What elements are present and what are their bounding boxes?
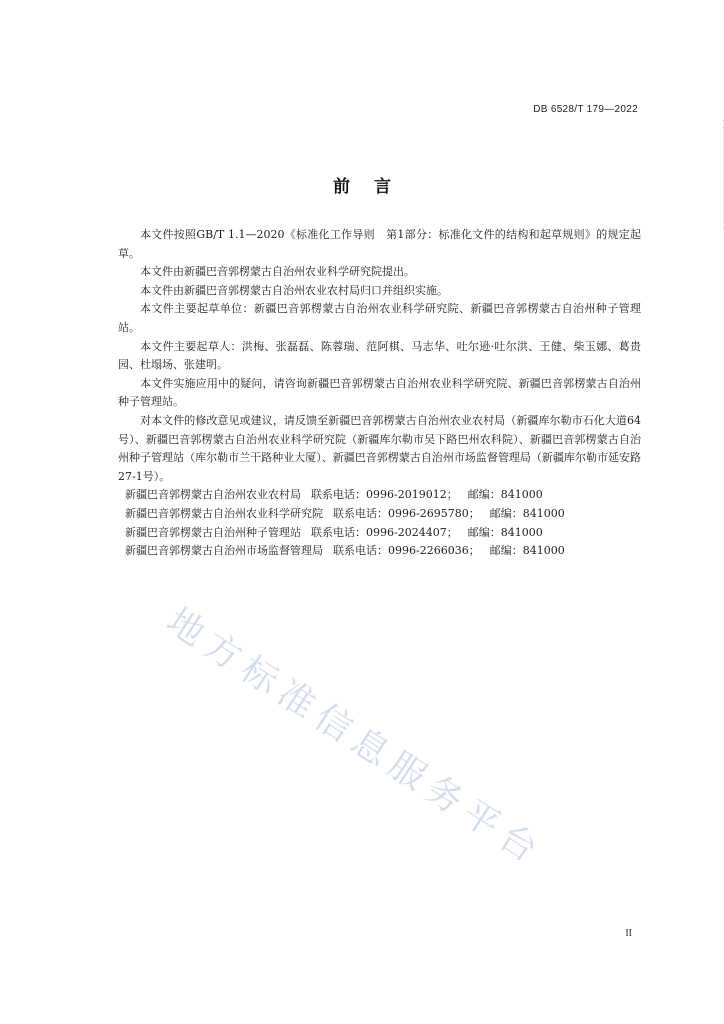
paragraph-drafting-rules: 本文件按照GB/T 1.1—2020《标准化工作导则 第1部分：标准化文件的结构和起草规则》的规定起草。 (118, 228, 641, 260)
contact-row (118, 542, 641, 561)
contact-postcode: 邮编：841000 (467, 488, 543, 502)
page-title: 前言 (333, 177, 415, 197)
contact-postcode: 邮编：841000 (489, 506, 565, 520)
paragraph-inquiries: 本文件实施应用中的疑问，请咨询新疆巴音郭楞蒙古自治州农业科学研究院、新疆巴音郭楞蒙古自治州种子管理站。 (118, 376, 641, 409)
foreword-body (118, 226, 641, 561)
document-code: DB 6528/T 179—2022 (533, 104, 638, 115)
contact-org: 新疆巴音郭楞蒙古自治州市场监督管理局 (125, 544, 323, 558)
contact-phone: 联系电话：0996-2024407； (311, 525, 458, 539)
contact-org: 新疆巴音郭楞蒙古自治州农业农村局 (125, 488, 301, 502)
contact-org: 新疆巴音郭楞蒙古自治州农业科学研究院 (125, 506, 323, 520)
paragraph-administrator: 本文件由新疆巴音郭楞蒙古自治州农业农村局归口并组织实施。 (140, 283, 448, 297)
contact-list (118, 486, 641, 560)
contact-org: 新疆巴音郭楞蒙古自治州种子管理站 (125, 525, 301, 539)
contact-phone: 联系电话：0996-2695780； (333, 506, 480, 520)
contact-row (118, 524, 641, 543)
paragraph-drafting-units: 本文件主要起草单位：新疆巴音郭楞蒙古自治州农业科学研究院、新疆巴音郭楞蒙古自治州种子管理站。 (118, 302, 641, 334)
contact-phone: 联系电话：0996-2019012； (311, 488, 458, 502)
contact-row (118, 486, 641, 505)
paragraph-proposer: 本文件由新疆巴音郭楞蒙古自治州农业科学研究院提出。 (140, 265, 415, 279)
paragraph-drafters: 本文件主要起草人：洪梅、张磊磊、陈蓉瑞、范阿棋、马志华、吐尔逊·吐尔洪、王健、柴玉娜、葛贵园、杜塌场、张建明。 (118, 339, 641, 372)
page-number: II (625, 928, 632, 939)
paragraph-feedback: 对本文件的修改意见或建议，请反馈至新疆巴音郭楞蒙古自治州农业农村局（新疆库尔勒市石化大道64号）、新疆巴音郭楞蒙古自治州农业科学研究院（新疆库尔勒市吴下路巴州农科院）、新疆巴音郭楞蒙古自治州种子管理站（库尔勒市兰干路种业大厦）、新疆巴音郭楞蒙古自治州市场监督管理局（新疆库尔勒市延安路27-1号）。 (118, 413, 641, 483)
contact-phone: 联系电话：0996-2266036； (333, 544, 480, 558)
contact-row (118, 505, 641, 524)
contact-postcode: 邮编：841000 (489, 544, 565, 558)
contact-postcode: 邮编：841000 (467, 525, 543, 539)
watermark: 地方标准信息服务平台 (159, 600, 551, 875)
